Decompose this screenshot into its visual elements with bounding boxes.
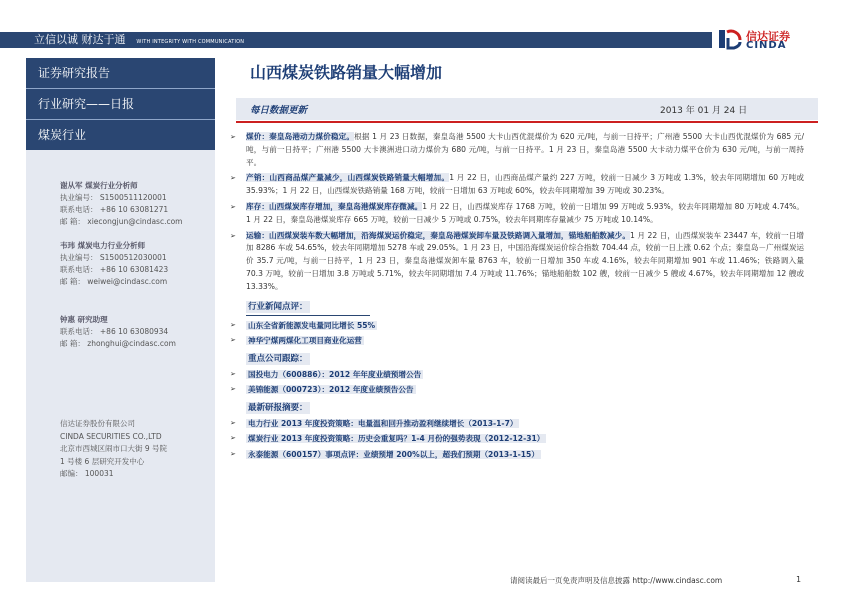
daily-update-label: 每日数据更新 bbox=[250, 105, 308, 116]
analyst-line[interactable]: 邮 箱： xiecongjun@cindasc.com bbox=[60, 217, 183, 226]
news-item[interactable] bbox=[222, 382, 804, 398]
section-heading-industry-news: 行业新闻点评： bbox=[248, 301, 308, 312]
slogan-en: WITH INTEGRITY WITH COMMUNICATION bbox=[136, 39, 245, 45]
header-rule bbox=[236, 121, 818, 123]
analyst-line: 联系电话： +86 10 63081271 bbox=[60, 205, 169, 214]
summary-bullet bbox=[222, 230, 804, 294]
bullet-text: 1 月 22 日，山西煤炭装车 23447 车，较前一日增加 8286 车或 54.65%，较去年同期增加 5278 车或 29.05%。1 月 23 日，中国沿海煤炭运价综合指数 704.44 点，较前一日上涨 0.62 个点；秦皇岛－广州煤炭运价 35.7 元/吨，与前一日持平，1 月 23 日，秦皇岛港煤炭卸车量 8763 车，较前一日增加 350 车或 4.16%，较去年同期增加 901 车或 11.46%；铁路调入量 70.3 万吨，较前一日增加 3.8 万吨或 5.71%，较去年同期增加 7.4 万吨或 11.76%；锚地船舶数 102 艘，较前一日减少 5 艘或 4.67%，较去年同期增加 12 艘或 13.33%。 bbox=[246, 230, 805, 291]
analyst-line[interactable]: 邮 箱： zhonghui@cindasc.com bbox=[60, 339, 176, 348]
news-item[interactable] bbox=[222, 431, 804, 447]
news-text[interactable]: 电力行业 2013 年度投资策略：电量温和回升推动盈利继续增长（2013-1-7） bbox=[248, 418, 518, 428]
summary-bullet bbox=[222, 172, 804, 198]
news-item[interactable] bbox=[222, 416, 804, 432]
news-text[interactable]: 煤炭行业 2013 年度投资策略：历史会重复吗？1-4 月份的强势表现（2012-12-31） bbox=[248, 434, 545, 444]
analyst-line: 执业编号： S1500511120001 bbox=[60, 193, 167, 202]
bullet-text: 1 月 22 日，山西商品煤产量约 227 万吨，较前一日减少 3 万吨或 1.3%，较去年同期增加 60 万吨或 35.93%；1 月 22 日，山西煤炭铁路销量 168 万吨，较前一日增加 63 万吨或 60%，较去年同期增加 39 万吨或 30.23%。 bbox=[246, 173, 804, 196]
arrow-icon: ➢ bbox=[230, 385, 236, 394]
company-line: 1 号楼 6 层研究开发中心 bbox=[60, 456, 145, 466]
arrow-icon: ➢ bbox=[230, 418, 236, 427]
news-item[interactable] bbox=[222, 318, 804, 334]
company-line: 信达证券股份有限公司 bbox=[60, 419, 135, 428]
news-item[interactable] bbox=[222, 333, 804, 349]
footer-disclaimer[interactable]: 请阅读最后一页免责声明及信息披露 http://www.cindasc.com bbox=[510, 576, 723, 585]
news-text[interactable]: 山东全省新能源发电量同比增长 55% bbox=[248, 320, 376, 330]
sidebar-title-industry: 行业研究——日报 bbox=[26, 89, 215, 119]
news-item[interactable] bbox=[222, 367, 804, 383]
analyst-line: 联系电话： +86 10 63081423 bbox=[60, 265, 169, 274]
main-content bbox=[222, 131, 804, 462]
company-line: CINDA SECURITIES CO.,LTD bbox=[60, 431, 162, 441]
news-text[interactable]: 国投电力（600886）：2012 年年度业绩预增公告 bbox=[248, 369, 422, 379]
arrow-icon: ➢ bbox=[230, 202, 236, 211]
logo-text-cn: 信达证券 bbox=[746, 30, 790, 43]
analyst-name: 韦玮 煤炭电力行业分析师 bbox=[60, 241, 146, 250]
analyst-line[interactable]: 邮 箱： weiwei@cindasc.com bbox=[60, 277, 168, 286]
bullet-heading: 产销：山西商品煤产量减少，山西煤炭铁路销量大幅增加。 bbox=[246, 173, 450, 183]
company-info bbox=[60, 418, 167, 481]
analyst-card bbox=[60, 180, 182, 228]
slogan-cn: 立信以诚 财达于通 bbox=[34, 33, 126, 46]
arrow-icon: ➢ bbox=[230, 369, 236, 378]
arrow-icon: ➢ bbox=[230, 320, 236, 329]
report-date: 2013 年 01 月 24 日 bbox=[660, 106, 748, 116]
arrow-icon: ➢ bbox=[230, 231, 236, 240]
cinda-logo bbox=[716, 26, 824, 52]
news-item[interactable] bbox=[222, 447, 804, 463]
analyst-name: 谢从军 煤炭行业分析师 bbox=[60, 181, 138, 190]
page-header bbox=[0, 0, 842, 50]
logo-text-en: CINDA bbox=[746, 40, 787, 51]
summary-bullet bbox=[222, 131, 804, 169]
sidebar-title-coal: 煤炭行业 bbox=[26, 120, 215, 150]
bullet-text: 根据 1 月 23 日数据，秦皇岛港 5500 大卡山西优混煤价为 620 元/吨，与前一日持平；广州港 5500 大卡山西优混煤价为 685 元/吨，与前一日持平；广州港 5500 大卡澳洲进口动力煤价为 680 元/吨，与前一日持平。1 月 23 日，秦皇岛港 5500 大卡动力煤平仓价为 630 元/吨，与前一周持平。 bbox=[246, 132, 805, 167]
bullet-heading: 运输：山西煤炭装车数大幅增加，沿海煤炭运价稳定，秦皇岛港煤炭卸车量及铁路调入量增加，锚地船舶数减少。 bbox=[246, 230, 631, 240]
bullet-heading: 库存：山西煤炭库存增加，秦皇岛港煤炭库存微减。 bbox=[246, 201, 423, 211]
arrow-icon: ➢ bbox=[230, 133, 236, 141]
bullet-text: 1 月 22 日，山西煤炭库存 1768 万吨，较前一日增加 99 万吨或 5.93%，较去年同期增加 80 万吨或 4.74%。1 月 22 日，秦皇岛港煤炭库存 665 万吨，较前一日减少 5 万吨或 0.75%，较去年同期库存量减少 75 万吨或 10.14%。 bbox=[246, 201, 804, 224]
analyst-name: 钟惠 研究助理 bbox=[60, 315, 108, 324]
sidebar bbox=[26, 58, 215, 582]
analyst-line: 执业编号： S1500512030001 bbox=[60, 253, 167, 262]
bullet-heading: 煤价：秦皇岛港动力煤价稳定。 bbox=[246, 132, 355, 141]
analyst-card bbox=[60, 240, 168, 288]
arrow-icon: ➢ bbox=[230, 449, 236, 458]
section-underline bbox=[246, 315, 370, 316]
news-text[interactable]: 神华宁煤两煤化工项目商业化运营 bbox=[248, 336, 362, 346]
logo-mark-icon bbox=[716, 26, 742, 50]
section-heading-recent-reports: 最新研报摘要： bbox=[248, 402, 308, 413]
company-line: 邮编： 100031 bbox=[60, 469, 114, 478]
company-line: 北京市西城区闹市口大街 9 号院 bbox=[60, 444, 168, 453]
analyst-line: 联系电话： +86 10 63080934 bbox=[60, 327, 169, 336]
arrow-icon: ➢ bbox=[230, 174, 236, 183]
sidebar-title-report: 证券研究报告 bbox=[26, 58, 215, 88]
section-heading-company-news: 重点公司跟踪： bbox=[248, 353, 308, 364]
news-text[interactable]: 永泰能源（600157）事项点评：业绩预增 200%以上，超我们预期（2013-1-15） bbox=[248, 449, 539, 459]
slogan-bar bbox=[0, 32, 712, 48]
page-number: 1 bbox=[796, 575, 802, 584]
summary-bullet bbox=[222, 201, 804, 227]
news-text[interactable]: 美锦能源（000723）：2012 年度业绩预告公告 bbox=[248, 385, 414, 395]
analyst-card bbox=[60, 314, 176, 350]
arrow-icon: ➢ bbox=[230, 434, 236, 443]
arrow-icon: ➢ bbox=[230, 336, 236, 345]
report-title: 山西煤炭铁路销量大幅增加 bbox=[250, 63, 443, 82]
